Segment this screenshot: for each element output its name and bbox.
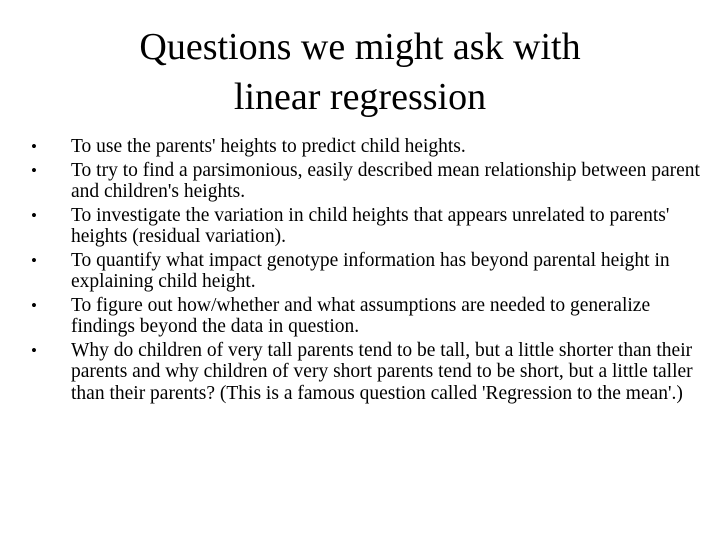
bullet-text: To investigate the variation in child heights that appears unrelated to parents' heights (residual variation). bbox=[71, 204, 670, 247]
bullet-dot-icon: • bbox=[31, 340, 37, 360]
bullet-list bbox=[30, 136, 700, 406]
bullet-text: To try to find a parsimonious, easily described mean relationship between parent and children's heights. bbox=[71, 159, 700, 202]
bullet-dot-icon: • bbox=[31, 137, 37, 156]
bullet-dot-icon: • bbox=[31, 205, 37, 225]
bullet-dot-icon: • bbox=[31, 250, 37, 270]
bullet-text: To figure out how/whether and what assumptions are needed to generalize findings beyond the data in question. bbox=[71, 294, 651, 337]
slide-title-line-1: Questions we might ask with bbox=[139, 26, 581, 68]
bullet-item bbox=[30, 160, 700, 203]
bullet-dot-icon: • bbox=[31, 295, 37, 315]
bullet-item bbox=[30, 295, 700, 338]
slide-title-line-2: linear regression bbox=[233, 76, 487, 118]
bullet-item bbox=[30, 136, 700, 158]
bullet-text: Why do children of very tall parents tend to be tall, but a little shorter than their parents and why children of very short parents tend to be short, but a little taller than their parents? (This is a famous question called 'Regression to the mean'.) bbox=[71, 339, 693, 404]
bullet-item bbox=[30, 250, 700, 293]
bullet-text: To quantify what impact genotype information has beyond parental height in explaining child height. bbox=[71, 249, 670, 292]
bullet-dot-icon: • bbox=[31, 160, 37, 180]
bullet-text: To use the parents' heights to predict child heights. bbox=[71, 136, 466, 157]
bullet-item bbox=[30, 340, 700, 405]
bullet-item bbox=[30, 205, 700, 248]
slide-title bbox=[60, 22, 660, 122]
